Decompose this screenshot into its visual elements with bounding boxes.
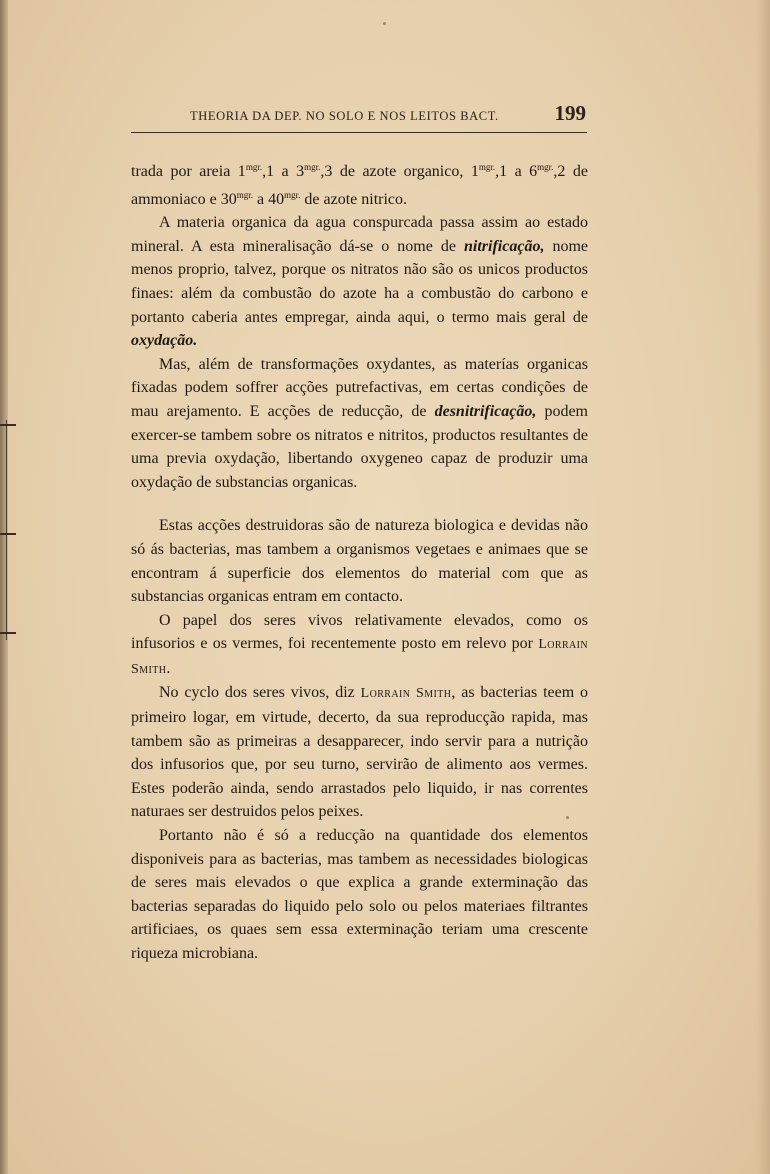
gutter-tick (0, 424, 16, 426)
paper-speck (383, 22, 386, 25)
paragraph-2 (131, 211, 588, 353)
text-run: podem exercer-se tambem sobre os nitratos e nitritos, productos resultantes de uma previa oxydação, libertando oxygeneo capaz de produzir uma oxydação de substancias organicas. (131, 402, 588, 491)
running-head (190, 103, 590, 127)
text-run: ,2 de ammoniaco e 30 (131, 163, 588, 208)
text-run: O papel dos seres vivos relativamente elevados, como os infusorios e os vermes, foi recentemente posto em relevo por (131, 611, 588, 653)
text-run: , as bacterias teem o primeiro logar, em virtude, decerto, da sua reproducção rapida, mas tambem são as primeiras a desapparecer, indo servir para a nutrição dos infusorios que, por seu turno, servirão de alimento aos vermes. Estes poderão ainda, sendo arrastados pelo liquido, ir nas correntes naturaes ser destruidos pelos peixes. (131, 684, 588, 821)
superscript-unit: mgr. (245, 162, 263, 172)
text-run: ,1 a 6 (495, 163, 538, 180)
paragraph-6 (131, 681, 588, 824)
paragraph-4: Estas acções destruidoras são de natureza biologica e devidas não só ás bacterias, mas tambem a organismos vegetaes e animaes que se encontram á superficie dos elementos do material com que as substancias organicas entram em contacto. (131, 517, 588, 606)
gutter-line (6, 420, 7, 640)
superscript-unit: mgr. (537, 162, 554, 172)
italic-term: nitrificação, (464, 237, 545, 255)
text-run: Mas, além de transformações oxydantes, as materías organicas fixadas podem soffrer acções putrefactivas, em certas condições de mau arejamento. E acções de reducção, de (131, 355, 588, 420)
author-name: Lorrain Smith (360, 686, 452, 702)
italic-term: oxydação. (131, 332, 198, 350)
text-run: ,1 a 3 (262, 163, 305, 180)
text-run: . (166, 659, 171, 677)
body-text (131, 156, 588, 966)
running-title: THEORIA DA DEP. NO SOLO E NOS LEITOS BACT. (190, 109, 499, 123)
italic-term: desnitrificação, (434, 402, 537, 420)
text-run: No cyclo dos seres vivos, diz (159, 684, 361, 702)
text-run: a 40 (253, 190, 285, 208)
text-run: trada por areia 1 (131, 163, 246, 180)
superscript-unit: mgr. (478, 162, 496, 172)
text-run: ,3 de azote organico, 1 (320, 163, 479, 180)
paragraph-1 (131, 156, 588, 211)
text-run: A materia organica da agua conspurcada passa assim ao estado mineral. A esta mineralisação dá-se o nome de (131, 214, 588, 255)
paragraph-5 (131, 609, 588, 682)
superscript-unit: mgr. (284, 189, 301, 200)
page-edge-shadow (756, 0, 770, 1174)
superscript-unit: mgr. (236, 189, 254, 200)
header-rule (131, 132, 587, 133)
text-run: nome menos proprio, talvez, porque os nitratos não são os unicos productos finaes: além da combustão do azote ha a combustão do carbono e portanto caberia antes empregar, ainda aqui, o termo mais geral de (131, 237, 589, 326)
text-run: de azote nitrico. (300, 190, 408, 208)
paragraph-3 (131, 353, 588, 495)
gutter-tick (0, 632, 16, 634)
superscript-unit: mgr. (304, 162, 321, 172)
paragraph-7: Portanto não é só a reducção na quantidade dos elementos disponiveis para as bacterias, mas tambem as necessidades biologicas de seres mais elevados o que explica a grande exterminação das bacterias separadas do liquido pelo solo ou pelos materiaes filtrantes artificiaes, os quaes sem essa exterminação teriam uma crescente riqueza microbiana. (131, 827, 588, 962)
gutter-tick (0, 533, 16, 535)
page-number: 199 (554, 101, 586, 125)
author-name: Lorrain Smith (131, 637, 588, 677)
